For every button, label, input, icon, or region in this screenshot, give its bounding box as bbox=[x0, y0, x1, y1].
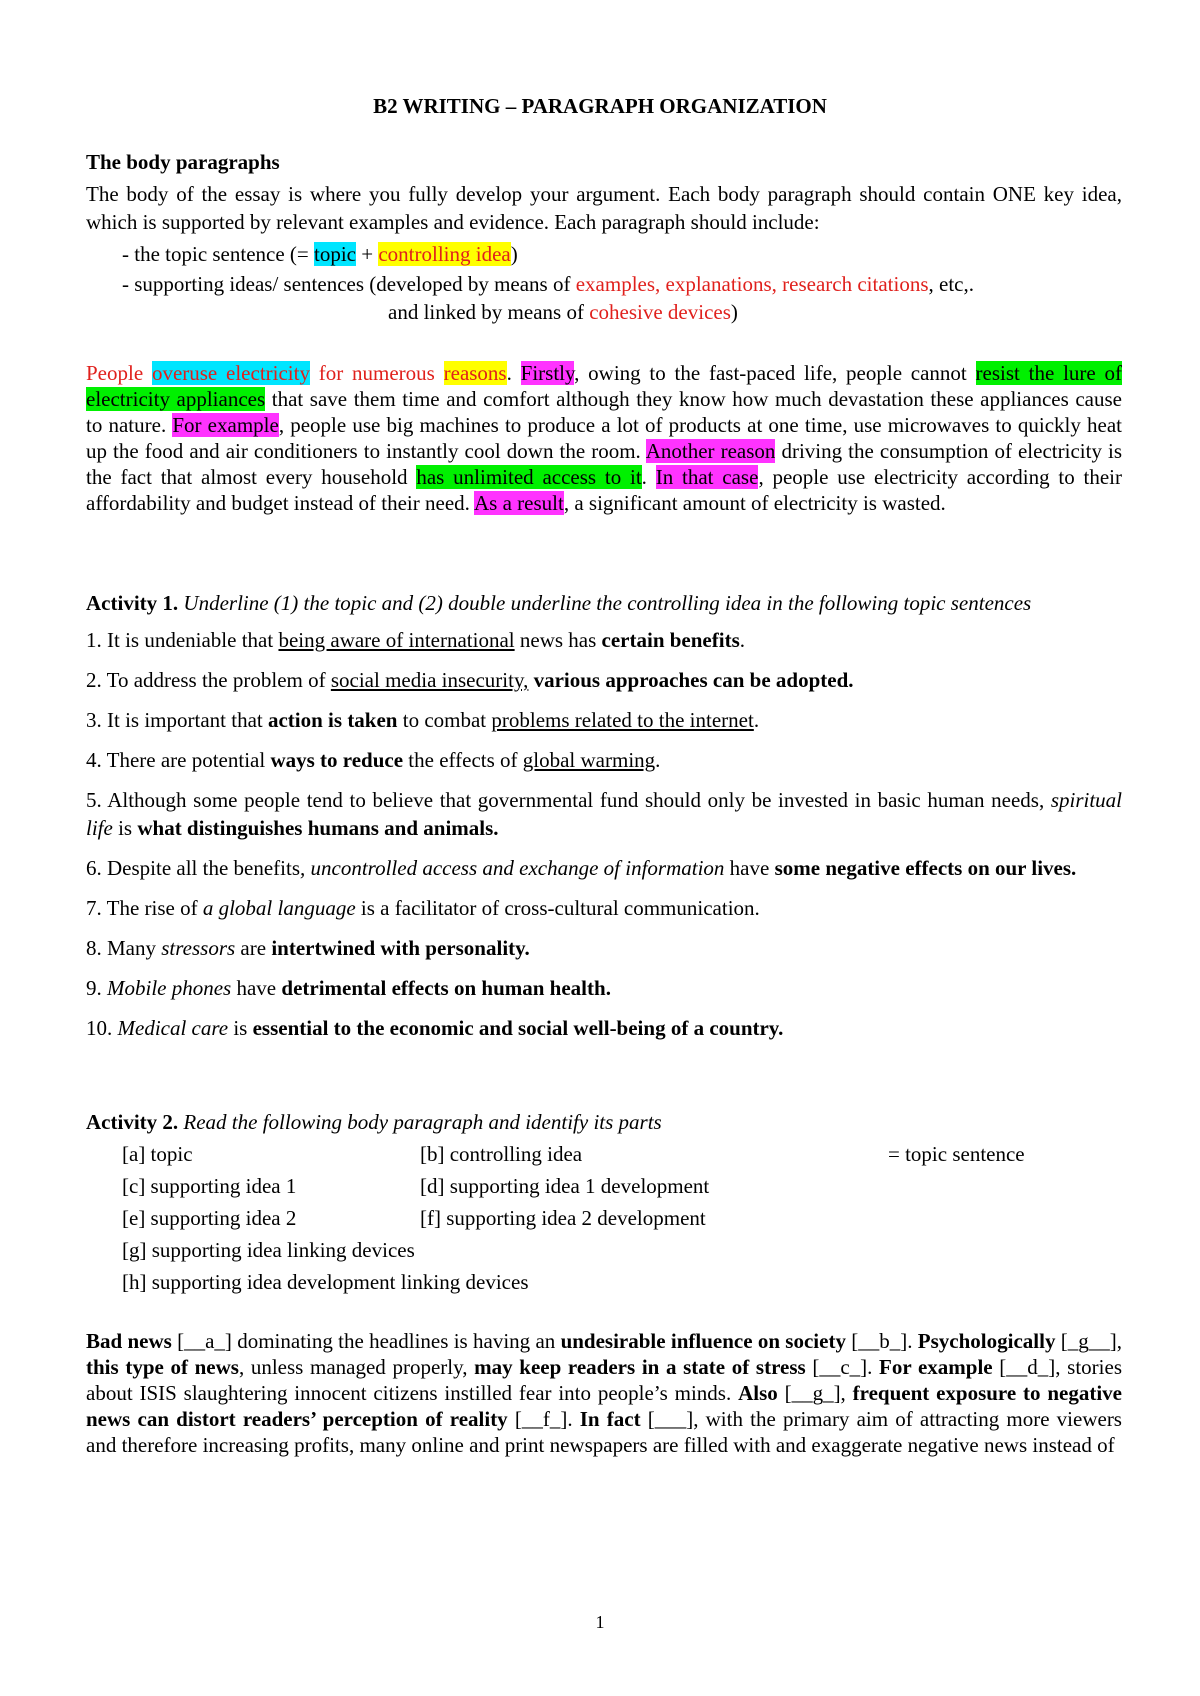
bullet-supporting-ideas-cont: and linked by means of cohesive devices) bbox=[388, 300, 738, 324]
bullet-topic-sentence: - the topic sentence (= topic + controlling idea) bbox=[122, 242, 518, 266]
parts-row bbox=[122, 1204, 1122, 1232]
supporting-idea-highlight: has unlimited access to it bbox=[416, 465, 642, 489]
activity-instruction: Read the following body paragraph and identify its parts bbox=[183, 1110, 662, 1134]
part-f: [f] supporting idea 2 development bbox=[420, 1206, 706, 1230]
parts-row bbox=[122, 1236, 1122, 1264]
list-item: 6. Despite all the benefits, uncontrolled access and exchange of information have some negative effects on our lives. bbox=[86, 856, 1077, 880]
list-item: 10. Medical care is essential to the economic and social well-being of a country. bbox=[86, 1016, 784, 1040]
parts-row bbox=[122, 1268, 1122, 1296]
cohesive-devices-text: cohesive devices bbox=[589, 300, 731, 324]
activity-label: Activity 1. bbox=[86, 591, 179, 615]
part-g: [g] supporting idea linking devices bbox=[122, 1238, 415, 1262]
linking-device-highlight: As a result bbox=[474, 491, 564, 515]
document-title: B2 WRITING – PARAGRAPH ORGANIZATION bbox=[373, 94, 827, 118]
activity-1-header bbox=[86, 590, 1122, 616]
part-h: [h] supporting idea development linking devices bbox=[122, 1270, 529, 1294]
controlling-idea-highlight: reasons bbox=[443, 361, 507, 385]
list-item: 5. Although some people tend to believe that governmental fund should only be invested in basic human needs, spiritual life is what distinguishes humans and animals. bbox=[86, 788, 1122, 840]
topic-highlight: topic bbox=[314, 242, 357, 266]
bullet-supporting-ideas: - supporting ideas/ sentences (developed by means of examples, explanations, research citations, etc,. bbox=[122, 272, 974, 296]
list-item: 7. The rise of a global language is a facilitator of cross-cultural communication. bbox=[86, 896, 760, 920]
activity-label: Activity 2. bbox=[86, 1110, 179, 1134]
list-item: 9. Mobile phones have detrimental effects on human health. bbox=[86, 976, 611, 1000]
supporting-idea-highlight: resist the lure of electricity appliances bbox=[86, 361, 1123, 411]
activity-2-header bbox=[86, 1108, 1122, 1136]
sample-paragraph: People overuse electricity for numerous reasons. Firstly, owing to the fast-paced life, people cannot resist the lure of electricity appliances that save them time and comfort although they know how much devastation these appliances cause to nature. For example, people use big machines to produce a lot of products at one time, use microwaves to quickly heat up the food and air conditioners to instantly cool down the room. Another reason driving the consumption of electricity is the fact that almost every household has unlimited access to it. In that case, people use electricity according to their affordability and budget instead of their need. As a result, a significant amount of electricity is wasted. bbox=[86, 361, 1123, 515]
controlling-idea-highlight: controlling idea bbox=[378, 242, 511, 266]
section-heading: The body paragraphs bbox=[86, 150, 280, 174]
activity-1 bbox=[86, 590, 1122, 1054]
parts-row bbox=[122, 1172, 1122, 1200]
list-item: 4. There are potential ways to reduce the effects of global warming. bbox=[86, 748, 661, 772]
part-d: [d] supporting idea 1 development bbox=[420, 1174, 710, 1198]
part-c: [c] supporting idea 1 bbox=[122, 1174, 297, 1198]
list-item: 1. It is undeniable that being aware of international news has certain benefits. bbox=[86, 628, 745, 652]
list-item: 3. It is important that action is taken to combat problems related to the internet. bbox=[86, 708, 760, 732]
linking-device-highlight: Another reason bbox=[645, 439, 776, 463]
list-item: 8. Many stressors are intertwined with personality. bbox=[86, 936, 530, 960]
topic-sentence-note: = topic sentence bbox=[888, 1142, 1025, 1166]
list-item: 2. To address the problem of social media insecurity, various approaches can be adopted. bbox=[86, 668, 854, 692]
activity-instruction: Underline (1) the topic and (2) double underline the controlling idea in the following topic sentences bbox=[183, 591, 1032, 615]
parts-row bbox=[122, 1140, 1122, 1168]
part-a: [a] topic bbox=[122, 1142, 193, 1166]
part-b: [b] controlling idea bbox=[420, 1142, 583, 1166]
part-e: [e] supporting idea 2 bbox=[122, 1206, 297, 1230]
linking-device-highlight: In that case bbox=[655, 465, 759, 489]
body-paragraphs-section bbox=[86, 148, 1122, 326]
topic-highlight: overuse electricity bbox=[151, 361, 310, 385]
activity-2-paragraph: Bad news [__a_] dominating the headlines is having an undesirable influence on society [__b_]. Psychologically [_g__], this type of news, unless managed properly, may keep readers in a state of stress [__c_]. For example [__d_], stories about ISIS slaughtering innocent citizens instilled fear into people’s minds. Also [__g_], frequent exposure to negative news can distort readers’ perception of reality [__f_]. In fact [___], with the primary aim of attracting more viewers and therefore increasing profits, many online and print newspapers are filled with and exaggerate negative news instead of bbox=[86, 1329, 1122, 1457]
linking-device-highlight: Firstly bbox=[520, 361, 575, 385]
linking-device-highlight: For example bbox=[172, 413, 279, 437]
section-intro: The body of the essay is where you fully develop your argument. Each body paragraph should contain ONE key idea, which is supported by relevant examples and evidence. Each paragraph should include: bbox=[86, 182, 1122, 234]
page-number: 1 bbox=[595, 1612, 605, 1632]
examples-text: examples, explanations, research citations bbox=[575, 272, 929, 296]
